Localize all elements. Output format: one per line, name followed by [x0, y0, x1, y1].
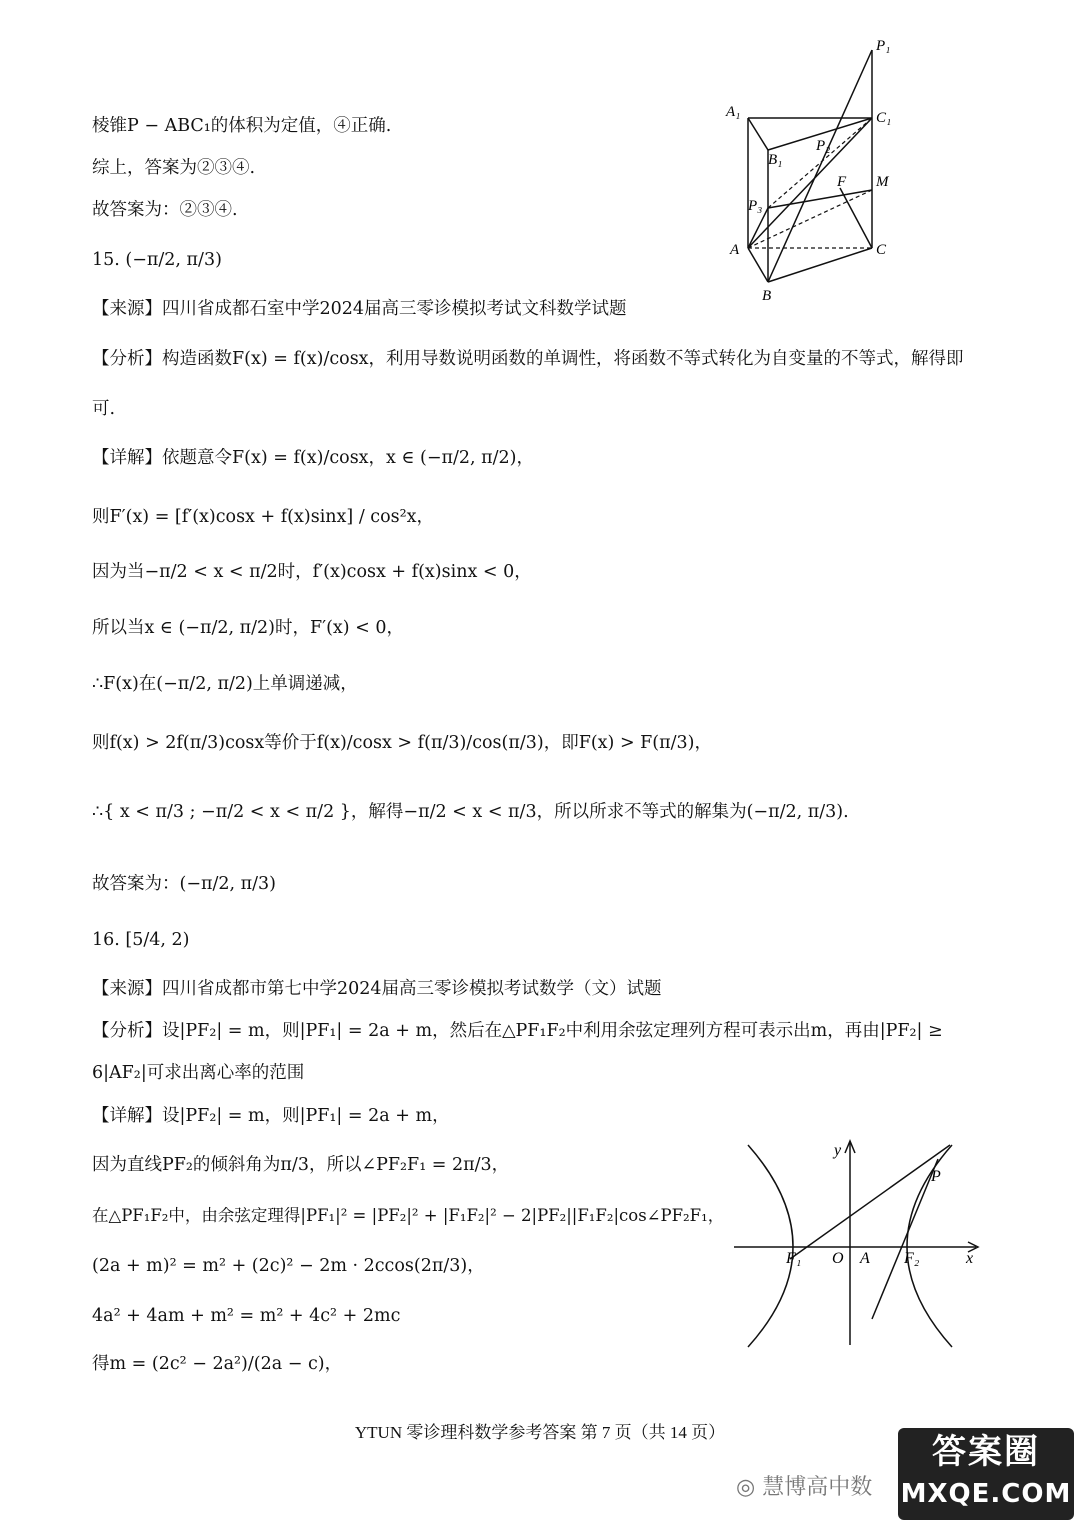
line-q16-detail-3: 在△PF₁F₂中，由余弦定理得|PF₁|² = |PF₂|² + |F₁F₂|² − 2|PF₂||F₁F₂|cos∠PF₂F₁，: [92, 1206, 725, 1225]
label-O: O: [832, 1250, 844, 1267]
line-q16-detail-6: 得m = (2c² − 2a²)/(2a − c)，: [92, 1354, 343, 1374]
wechat-watermark: ◎ 慧博高中数: [736, 1475, 873, 1500]
label-A1: A₁: [726, 104, 741, 120]
line-q15-detail-7: ∴{ x < π/3 ; −π/2 < x < π/2 }，解得−π/2 < x < π/3，所以所求不等式的解集为(−π/2, π/3).: [92, 802, 849, 822]
line-q15-answer: 15. (−π/2, π/3): [92, 250, 222, 270]
label-F1: F₁: [786, 1250, 802, 1267]
site-watermark-title: 答案圈: [932, 1432, 1040, 1472]
hyperbola-figure: [730, 1135, 990, 1350]
label-C: C: [876, 242, 887, 258]
line-q16-detail-1: 【详解】设|PF₂| = m，则|PF₁| = 2a + m，: [92, 1106, 450, 1126]
label-y: y: [834, 1142, 842, 1159]
line-q16-detail-2: 因为直线PF₂的倾斜角为π/3，所以∠PF₂F₁ = 2π/3，: [92, 1155, 510, 1175]
label-x: x: [966, 1250, 974, 1267]
line-q15-detail-5: ∴F(x)在(−π/2, π/2)上单调递减，: [92, 674, 358, 694]
label-C1: C₁: [876, 110, 892, 126]
label-P1: P₁: [876, 38, 891, 54]
page-footer: YTUN 零诊理科数学参考答案 第 7 页（共 14 页）: [354, 1423, 726, 1442]
label-B: B: [762, 288, 772, 304]
label-A: A: [860, 1250, 870, 1267]
label-B1: B₁: [768, 152, 783, 168]
line-q15-detail-3: 因为当−π/2 < x < π/2时，f′(x)cosx + f(x)sinx < 0，: [92, 562, 532, 582]
line-q16-analysis: 【分析】设|PF₂| = m，则|PF₁| = 2a + m，然后在△PF₁F₂中利用余弦定理列方程可表示出m，再由|PF₂| ≥: [92, 1021, 943, 1041]
line-summary: 综上，答案为②③④.: [92, 158, 256, 178]
line-q16-detail-5: 4a² + 4am + m² = m² + 4c² + 2mc: [92, 1306, 401, 1326]
line-answer-14: 故答案为：②③④.: [92, 200, 238, 220]
line-q15-detail-2: 则F′(x) = [f′(x)cosx + f(x)sinx] / cos²x，: [92, 507, 434, 527]
site-watermark-url: MXQE.COM: [900, 1479, 1072, 1509]
prism-figure: [720, 30, 910, 310]
line-q15-final: 故答案为：(−π/2, π/3): [92, 874, 277, 894]
line-q15-analysis: 【分析】构造函数F(x) = f(x)/cosx，利用导数说明函数的单调性，将函数不等式转化为自变量的不等式，解得即: [92, 349, 964, 369]
line-volume-constant: 棱锥P − ABC₁的体积为定值，④正确.: [92, 116, 392, 136]
line-q16-detail-4: (2a + m)² = m² + (2c)² − 2m · 2ccos(2π/3)，: [92, 1256, 485, 1276]
line-q15-source: 【来源】四川省成都石室中学2024届高三零诊模拟考试文科数学试题: [92, 299, 627, 319]
wechat-icon: ◎: [736, 1475, 763, 1500]
line-q15-detail-4: 所以当x ∈ (−π/2, π/2)时，F′(x) < 0，: [92, 618, 405, 638]
line-q15-detail-6: 则f(x) > 2f(π/3)cosx等价于f(x)/cosx > f(π/3)/cos(π/3)，即F(x) > F(π/3)，: [92, 733, 712, 753]
line-q16-source: 【来源】四川省成都市第七中学2024届高三零诊模拟考试数学（文）试题: [92, 979, 662, 999]
label-P2: P₂: [816, 138, 831, 154]
label-F: F: [837, 174, 847, 190]
label-A: A: [730, 242, 740, 258]
site-watermark: [898, 1428, 1074, 1520]
line-q16-analysis-cont: 6|AF₂|可求出离心率的范围: [92, 1063, 305, 1083]
line-q15-detail-1: 【详解】依题意令F(x) = f(x)/cosx，x ∈ (−π/2, π/2)，: [92, 448, 534, 468]
label-P3: P₃: [748, 198, 763, 214]
line-q15-analysis-cont: 可.: [92, 399, 116, 419]
label-P: P: [931, 1168, 941, 1185]
label-M: M: [876, 174, 889, 190]
label-F2: F₂: [904, 1250, 920, 1267]
line-q16-answer: 16. [5/4, 2): [92, 930, 190, 950]
